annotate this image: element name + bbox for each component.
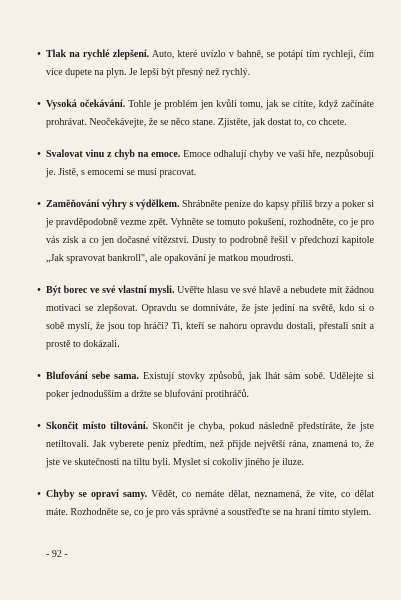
- list-item: [37, 418, 374, 472]
- item-text: Auto, které uvízlo v bahně, se potápí tím rychleji, čím více dupete na plyn. Je lepší být přesný než rychlý.: [46, 49, 375, 78]
- bullet-icon: •: [37, 99, 41, 110]
- item-text: Vědět, co nemáte dělat, neznamená, že víte, co dělat máte. Rozhodněte se, co je pro vás správné a soustřeďte se na hraní tímto stylem.: [46, 489, 375, 518]
- item-heading: Chyby se opraví samy.: [46, 489, 148, 500]
- item-text: Skončit je chyba, pokud následně předstíráte, že jste netiltovali. Jak vyberete peníz předtím, než přijde největší rána, znamená to, že jste ve skutečnosti na tiltu byli. Myslet si cokoliv jiného je iluze.: [46, 421, 374, 468]
- bullet-icon: •: [37, 421, 41, 432]
- item-heading: Skončit místo tiltování.: [46, 421, 149, 432]
- bullet-icon: •: [37, 489, 41, 500]
- item-text: Shrábněte peníze do kapsy příliš brzy a poker si je pravděpodobně vezme zpět. Vyhněte se tomuto pokušení, rozhodněte, co je pro vás zisk a co jen dočasné vítězství. Dusty to podrobně řešil v předchozí kapitole „Jak spravovat bankroll", ale opakování je matkou moudrosti.: [46, 199, 374, 264]
- list-item: [37, 146, 375, 182]
- item-text: Uvěřte hlasu ve své hlavě a nebudete mít žádnou motivaci se zlepšovat. Opravdu se domníváte, že jste jediní na světě, kdo si o sobě myslí, že jsou top hráči? Ti, kteří se nahoru opravdu dostali, přestali snít a prostě to dokázali.: [46, 285, 375, 350]
- item-text: Existují stovky způsobů, jak lhát sám sobě. Udělejte si poker jednodušším a držte se blufování protihráčů.: [46, 371, 374, 400]
- item-heading: Zaměňování výhry s výdělkem.: [46, 199, 180, 210]
- list-item: [37, 46, 375, 82]
- item-heading: Být borec ve své vlastní mysli.: [46, 285, 175, 296]
- bullet-icon: •: [37, 371, 41, 382]
- item-heading: Vysoká očekávání.: [46, 99, 126, 110]
- list-item: [37, 282, 375, 354]
- item-text: Tohle je problém jen kvůli tomu, jak se cítíte, když začínáte prohrávat. Neočekávejte, že se něco stane. Zjistěte, jak dostat to, co chcete.: [46, 99, 374, 128]
- tips-list: [37, 46, 375, 522]
- item-heading: Svalovat vinu z chyb na emoce.: [46, 149, 181, 160]
- page-number: - 92 -: [46, 549, 68, 560]
- bullet-icon: •: [37, 149, 41, 160]
- list-item: [37, 368, 374, 404]
- bullet-icon: •: [37, 199, 41, 210]
- list-item: [37, 96, 374, 132]
- item-text: Emoce odhalují chyby ve vaší hře, nezpůsobují je. Jistě, s emocemi se musí pracovat.: [46, 149, 375, 178]
- bullet-icon: •: [37, 49, 41, 60]
- bullet-icon: •: [37, 285, 41, 296]
- item-heading: Blufování sebe sama.: [46, 371, 139, 382]
- item-heading: Tlak na rychlé zlepšení.: [46, 49, 150, 60]
- list-item: [37, 196, 374, 268]
- list-item: [37, 486, 375, 522]
